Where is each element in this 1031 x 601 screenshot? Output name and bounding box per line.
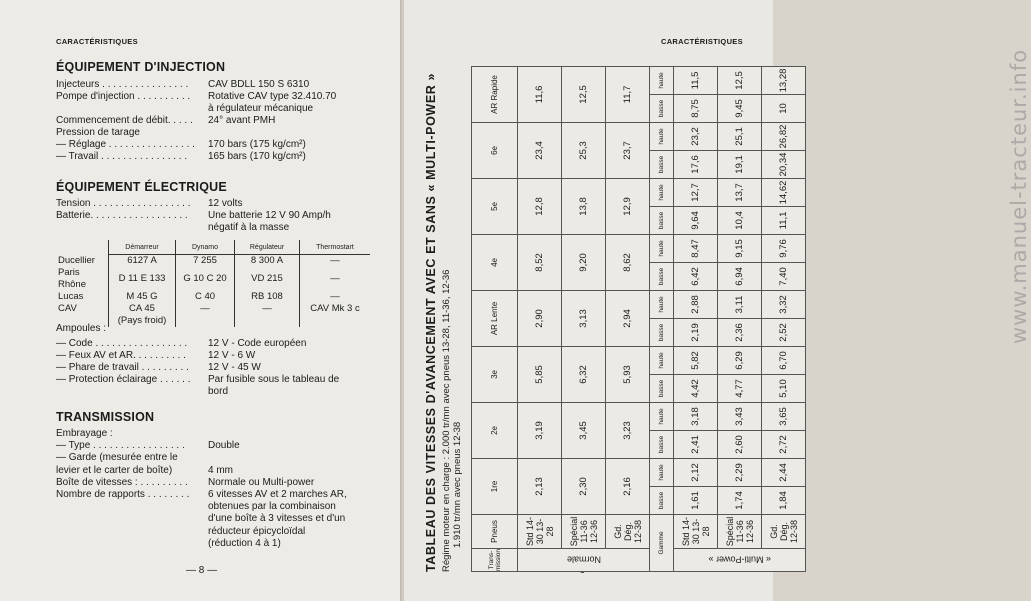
page-number: — 8 — xyxy=(186,565,218,576)
speed-value: 2,30 xyxy=(562,458,606,514)
speed-value: 11,1 xyxy=(762,206,806,234)
spec-value: obtenues par la combinaison xyxy=(208,501,336,513)
table-row xyxy=(518,66,562,571)
speed-value: 13,28 xyxy=(762,66,806,94)
table-cell xyxy=(300,315,371,327)
speed-value: 23,4 xyxy=(518,122,562,178)
range-low: basse xyxy=(650,206,674,234)
speed-value: 6,94 xyxy=(718,262,762,290)
speed-value: 2,36 xyxy=(718,318,762,346)
speed-value: 3,13 xyxy=(562,290,606,346)
speed-value: 3,45 xyxy=(562,402,606,458)
speed-value: 11,5 xyxy=(674,66,718,94)
gear-header: 2e xyxy=(472,402,518,458)
speed-value: 2,13 xyxy=(518,458,562,514)
electric-equipment-table xyxy=(56,240,370,327)
spec-label: — Code . . . . . . . . . . . . . . . . . xyxy=(56,338,188,349)
speed-value: 12,5 xyxy=(718,66,762,94)
speed-table-subtitle: Régime moteur en charge : 2.000 tr/mn avec pneus 13-28, 11-36, 12-36 xyxy=(441,269,452,572)
speed-value: 5,10 xyxy=(762,374,806,402)
table-cell xyxy=(235,315,300,327)
normale-label: Normale xyxy=(518,548,650,571)
electric-table-row xyxy=(56,303,370,315)
table-cell: CAV Mk 3 c xyxy=(300,303,371,315)
spec-value: 12 V - 6 W xyxy=(208,350,256,361)
speed-value: 6,42 xyxy=(674,262,718,290)
range-low: basse xyxy=(650,486,674,514)
brand-cell: CAV xyxy=(58,303,77,314)
speed-value: 10,4 xyxy=(718,206,762,234)
speed-value: 2,29 xyxy=(718,458,762,486)
table-cell: M 45 G xyxy=(109,291,176,303)
speed-value: 8,52 xyxy=(518,234,562,290)
range-high: haute xyxy=(650,346,674,374)
tyre-cell: Spécial 11-36 12-36 xyxy=(562,514,606,548)
spec-value: 24° avant PMH xyxy=(208,115,276,126)
electric-title: ÉQUIPEMENT ÉLECTRIQUE xyxy=(56,180,227,194)
table-row xyxy=(674,66,718,571)
col-header: Régulateur xyxy=(235,240,300,255)
speed-value: 3,23 xyxy=(606,402,650,458)
range-high: haute xyxy=(650,458,674,486)
speed-value: 12,7 xyxy=(674,178,718,206)
table-cell: CA 45 xyxy=(109,303,176,315)
table-cell: C 40 xyxy=(176,291,235,303)
speed-value: 12,8 xyxy=(518,178,562,234)
speed-value: 8,47 xyxy=(674,234,718,262)
spec-label: — Protection éclairage . . . . . . xyxy=(56,374,191,385)
speed-table xyxy=(471,66,806,572)
speed-value: 1,74 xyxy=(718,486,762,514)
range-low: basse xyxy=(650,318,674,346)
spec-value: Une batterie 12 V 90 Amp/h xyxy=(208,210,331,221)
range-high: haute xyxy=(650,290,674,318)
table-cell: RB 108 xyxy=(235,291,300,303)
speed-value: 23,7 xyxy=(606,122,650,178)
speed-value: 4,42 xyxy=(674,374,718,402)
range-low: basse xyxy=(650,262,674,290)
speed-value: 2,60 xyxy=(718,430,762,458)
speed-value: 12,5 xyxy=(562,66,606,122)
spec-value: (réduction 4 à 1) xyxy=(208,537,281,549)
speed-value: 6,29 xyxy=(718,346,762,374)
speed-value: 2,88 xyxy=(674,290,718,318)
electric-table-row xyxy=(56,291,370,303)
speed-table-block xyxy=(424,38,1031,572)
speed-value: 14,62 xyxy=(762,178,806,206)
table-row xyxy=(718,66,762,571)
speed-value: 8,62 xyxy=(606,234,650,290)
gear-header: AR Lente xyxy=(472,290,518,346)
spec-value: Rotative CAV type 32.410.70 xyxy=(208,91,337,102)
transmission-title: TRANSMISSION xyxy=(56,410,155,424)
table-row xyxy=(562,66,606,571)
spec-value: 4 mm xyxy=(208,464,233,476)
speed-value: 5,93 xyxy=(606,346,650,402)
speed-value: 2,94 xyxy=(606,290,650,346)
gear-header: 3e xyxy=(472,346,518,402)
table-row xyxy=(606,66,650,571)
spec-label: — Feux AV et AR. . . . . . . . . . xyxy=(56,350,186,361)
brand-cell: Lucas xyxy=(58,291,84,302)
spec-label: Pression de tarage xyxy=(56,127,140,138)
speed-value: 3,18 xyxy=(674,402,718,430)
gear-header: 6e xyxy=(472,122,518,178)
speed-value: 5,82 xyxy=(674,346,718,374)
spec-value: 12 volts xyxy=(208,198,243,209)
spec-label: — Garde (mesurée entre le xyxy=(56,452,178,464)
speed-value: 3,43 xyxy=(718,402,762,430)
range-low: basse xyxy=(650,150,674,178)
page-8 xyxy=(0,0,402,601)
spec-label: Commencement de débit. . . . . xyxy=(56,115,193,126)
spec-value: CAV BDLL 150 S 6310 xyxy=(208,79,310,90)
speed-value: 1,61 xyxy=(674,486,718,514)
speed-value: 9,76 xyxy=(762,234,806,262)
range-low: basse xyxy=(650,94,674,122)
table-cell: — xyxy=(176,303,235,315)
spec-value: à régulateur mécanique xyxy=(208,103,314,114)
speed-value: 11,6 xyxy=(518,66,562,122)
table-cell: — xyxy=(300,267,371,291)
speed-value: 10 xyxy=(762,94,806,122)
tyre-cell: Spécial 11-36 12-36 xyxy=(718,514,762,548)
range-high: haute xyxy=(650,402,674,430)
tyres-header: Pneus xyxy=(472,514,518,548)
gear-header: 1re xyxy=(472,458,518,514)
range-high: haute xyxy=(650,66,674,94)
watermark: www.manuel-tracteur.info xyxy=(1007,48,1031,344)
speed-value: 23,2 xyxy=(674,122,718,150)
speed-value: 26,82 xyxy=(762,122,806,150)
speed-value: 20,34 xyxy=(762,150,806,178)
speed-value: 2,41 xyxy=(674,430,718,458)
gamme-label: Gamme xyxy=(650,514,674,571)
speed-value: 9,45 xyxy=(718,94,762,122)
table-cell: — xyxy=(300,291,371,303)
table-cell: 8 300 A xyxy=(235,255,300,268)
spec-label: — Type . . . . . . . . . . . . . . . . . xyxy=(56,440,185,452)
spec-label: Embrayage : xyxy=(56,428,113,439)
tyre-cell: Std 14-30 13-28 xyxy=(518,514,562,548)
speed-value: 2,72 xyxy=(762,430,806,458)
col-header: Thermostart xyxy=(300,240,371,255)
spec-label: Injecteurs . . . . . . . . . . . . . . . . xyxy=(56,79,189,90)
spec-label: Boîte de vitesses : . . . . . . . . . xyxy=(56,476,188,488)
table-cell: VD 215 xyxy=(235,267,300,291)
speed-value: 17,6 xyxy=(674,150,718,178)
tyre-cell: Gd. Dég. 12-38 xyxy=(762,514,806,548)
speed-value: 11,7 xyxy=(606,66,650,122)
speed-value: 19,1 xyxy=(718,150,762,178)
speed-value: 2,52 xyxy=(762,318,806,346)
speed-value: 9,64 xyxy=(674,206,718,234)
spec-value: négatif à la masse xyxy=(208,222,290,233)
speed-value: 2,12 xyxy=(674,458,718,486)
spec-value: Par fusible sous le tableau de xyxy=(208,374,340,385)
spec-value: d'une boîte à 3 vitesses et d'un xyxy=(208,513,346,525)
spec-value: 12 V - 45 W xyxy=(208,362,261,373)
gear-header: 4e xyxy=(472,234,518,290)
injection-title: ÉQUIPEMENT D'INJECTION xyxy=(56,60,226,74)
spec-value: Normale ou Multi-power xyxy=(208,476,315,488)
table-cell: — xyxy=(235,303,300,315)
speed-value: 25,1 xyxy=(718,122,762,150)
gear-header: AR Rapide xyxy=(472,66,518,122)
table-cell: 6127 A xyxy=(109,255,176,268)
spec-value: 6 vitesses AV et 2 marches AR, xyxy=(208,489,347,500)
gear-header: 5e xyxy=(472,178,518,234)
speed-value: 2,19 xyxy=(674,318,718,346)
range-low: basse xyxy=(650,374,674,402)
speed-value: 12,9 xyxy=(606,178,650,234)
table-cell: — xyxy=(300,255,371,268)
spec-value: 170 bars (175 kg/cm²) xyxy=(208,139,306,150)
speed-value: 8,75 xyxy=(674,94,718,122)
col-header: Démarreur xyxy=(109,240,176,255)
speed-value: 6,70 xyxy=(762,346,806,374)
speed-value: 9,15 xyxy=(718,234,762,262)
speed-value: 9,20 xyxy=(562,234,606,290)
speed-value: 13,8 xyxy=(562,178,606,234)
electric-table-body xyxy=(56,255,370,328)
electric-table-row xyxy=(56,255,370,268)
spec-value: 165 bars (170 kg/cm²) xyxy=(208,151,306,162)
tyre-cell: Gd. Dég. 12-38 xyxy=(606,514,650,548)
brand-header xyxy=(56,240,109,255)
speed-value: 3,11 xyxy=(718,290,762,318)
speed-value: 2,16 xyxy=(606,458,650,514)
spec-label: Batterie. . . . . . . . . . . . . . . . . . xyxy=(56,210,188,221)
brand-cell: Paris Rhône xyxy=(58,267,86,290)
tyre-cell: Std 14-30 13-28 xyxy=(674,514,718,548)
speed-value: 7,40 xyxy=(762,262,806,290)
spec-label: — Réglage . . . . . . . . . . . . . . . . xyxy=(56,139,195,150)
spec-label: Nombre de rapports . . . . . . . . xyxy=(56,489,190,500)
speed-value: 25,3 xyxy=(562,122,606,178)
range-high: haute xyxy=(650,234,674,262)
spec-value: 12 V - Code européen xyxy=(208,338,307,349)
speed-value: 5,85 xyxy=(518,346,562,402)
table-cell: D 11 E 133 xyxy=(109,267,176,291)
speed-value: 3,65 xyxy=(762,402,806,430)
speed-value: 2,90 xyxy=(518,290,562,346)
page-header: CARACTÉRISTIQUES xyxy=(661,37,743,46)
speed-value: 6,32 xyxy=(562,346,606,402)
spec-label: Pompe d'injection . . . . . . . . . . xyxy=(56,91,191,102)
spec-value: Double xyxy=(208,440,240,452)
table-cell: G 10 C 20 xyxy=(176,267,235,291)
brand-cell: Ducellier xyxy=(58,254,95,266)
spec-value: réducteur épicycloïdal xyxy=(208,525,306,537)
col-header: Dynamo xyxy=(176,240,235,255)
transmission-header: Trans-mission xyxy=(472,548,518,571)
spec-label: — Phare de travail . . . . . . . . . xyxy=(56,362,189,373)
speed-value: 2,44 xyxy=(762,458,806,486)
spec-label: — Travail . . . . . . . . . . . . . . . . xyxy=(56,151,188,162)
spec-label: Tension . . . . . . . . . . . . . . . . . . xyxy=(56,198,191,209)
range-high: haute xyxy=(650,178,674,206)
speed-table-title: TABLEAU DES VITESSES D'AVANCEMENT AVEC ET SANS « MULTI-POWER » xyxy=(424,72,438,572)
range-low: basse xyxy=(650,430,674,458)
table-row xyxy=(762,66,806,571)
spec-label: levier et le carter de boîte) xyxy=(56,464,173,476)
speed-value: 3,19 xyxy=(518,402,562,458)
spec-value: bord xyxy=(208,386,229,397)
speed-value: 4,77 xyxy=(718,374,762,402)
electric-table-row xyxy=(56,267,370,291)
speed-table-subtitle: 1.910 tr/mn avec pneus 12-38 xyxy=(452,421,463,548)
range-high: haute xyxy=(650,122,674,150)
lamps-title: Ampoules : xyxy=(56,323,107,334)
table-cell: (Pays froid) xyxy=(109,315,176,327)
multi-power-label: « Multi-Power » xyxy=(674,548,806,571)
table-cell xyxy=(176,315,235,327)
table-cell: 7 255 xyxy=(176,255,235,268)
page-header: CARACTÉRISTIQUES xyxy=(56,37,138,46)
speed-value: 1,84 xyxy=(762,486,806,514)
speed-value: 13,7 xyxy=(718,178,762,206)
speed-value: 3,32 xyxy=(762,290,806,318)
gamme-row xyxy=(650,66,674,571)
